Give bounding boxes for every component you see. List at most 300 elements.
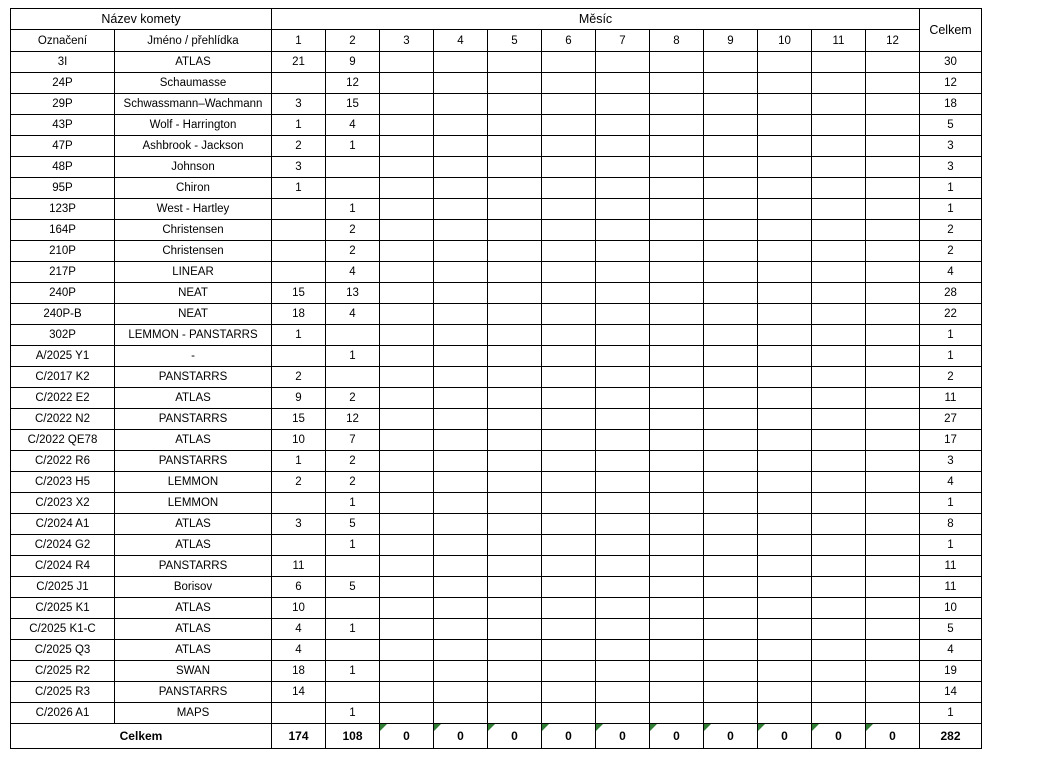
cell-name-survey: Schwassmann–Wachmann <box>115 94 272 115</box>
cell-month-5 <box>488 262 542 283</box>
cell-month-8 <box>650 178 704 199</box>
cell-designation: C/2025 K1 <box>11 598 115 619</box>
cell-row-total: 1 <box>920 199 982 220</box>
cell-month-8 <box>650 661 704 682</box>
cell-month-8 <box>650 472 704 493</box>
table-row <box>11 220 982 241</box>
cell-month-5 <box>488 157 542 178</box>
table-row <box>11 514 982 535</box>
cell-month-2 <box>326 640 380 661</box>
cell-row-total: 1 <box>920 493 982 514</box>
cell-month-11 <box>812 241 866 262</box>
cell-month-12 <box>866 262 920 283</box>
cell-month-9 <box>704 52 758 73</box>
cell-month-4 <box>434 430 488 451</box>
comet-observations-table <box>10 8 982 749</box>
cell-month-10 <box>758 52 812 73</box>
cell-month-3 <box>380 115 434 136</box>
cell-month-4 <box>434 682 488 703</box>
cell-month-7 <box>596 640 650 661</box>
cell-month-7 <box>596 304 650 325</box>
header-month-3: 3 <box>380 30 434 52</box>
table-row <box>11 661 982 682</box>
cell-month-9 <box>704 388 758 409</box>
cell-month-8 <box>650 367 704 388</box>
cell-month-6 <box>542 52 596 73</box>
cell-month-6 <box>542 367 596 388</box>
cell-month-5 <box>488 325 542 346</box>
cell-row-total: 1 <box>920 325 982 346</box>
cell-month-1: 4 <box>272 619 326 640</box>
cell-month-4 <box>434 241 488 262</box>
header-month-6: 6 <box>542 30 596 52</box>
cell-month-9 <box>704 325 758 346</box>
spreadsheet-sheet <box>0 8 1039 761</box>
cell-month-11 <box>812 430 866 451</box>
cell-month-1 <box>272 241 326 262</box>
cell-month-3 <box>380 73 434 94</box>
cell-month-3 <box>380 178 434 199</box>
cell-month-1 <box>272 346 326 367</box>
cell-month-10 <box>758 178 812 199</box>
cell-month-4 <box>434 136 488 157</box>
cell-month-2: 1 <box>326 661 380 682</box>
cell-month-12 <box>866 556 920 577</box>
cell-month-10 <box>758 94 812 115</box>
cell-month-11 <box>812 682 866 703</box>
cell-name-survey: ATLAS <box>115 535 272 556</box>
cell-month-8 <box>650 682 704 703</box>
cell-month-8 <box>650 598 704 619</box>
cell-designation: C/2026 A1 <box>11 703 115 724</box>
cell-row-total: 4 <box>920 472 982 493</box>
cell-month-4 <box>434 94 488 115</box>
cell-month-8 <box>650 556 704 577</box>
cell-month-2: 1 <box>326 346 380 367</box>
cell-designation: 24P <box>11 73 115 94</box>
cell-month-4 <box>434 640 488 661</box>
cell-row-total: 2 <box>920 220 982 241</box>
cell-month-11 <box>812 367 866 388</box>
cell-month-1: 6 <box>272 577 326 598</box>
cell-month-6 <box>542 388 596 409</box>
cell-month-1: 1 <box>272 451 326 472</box>
cell-month-5 <box>488 388 542 409</box>
cell-month-4 <box>434 346 488 367</box>
cell-month-6 <box>542 346 596 367</box>
cell-month-9 <box>704 73 758 94</box>
cell-name-survey: Chiron <box>115 178 272 199</box>
cell-month-4 <box>434 619 488 640</box>
cell-month-7 <box>596 262 650 283</box>
cell-name-survey: ATLAS <box>115 619 272 640</box>
cell-month-6 <box>542 220 596 241</box>
cell-month-5 <box>488 682 542 703</box>
header-month-11: 11 <box>812 30 866 52</box>
cell-designation: 3I <box>11 52 115 73</box>
cell-month-10 <box>758 493 812 514</box>
cell-month-6 <box>542 157 596 178</box>
cell-month-3 <box>380 388 434 409</box>
summary-grand-total: 282 <box>920 724 982 749</box>
cell-month-1: 10 <box>272 598 326 619</box>
cell-month-8 <box>650 409 704 430</box>
cell-month-11 <box>812 136 866 157</box>
cell-month-8 <box>650 136 704 157</box>
cell-month-11 <box>812 262 866 283</box>
cell-month-9 <box>704 598 758 619</box>
cell-month-4 <box>434 451 488 472</box>
header-month-7: 7 <box>596 30 650 52</box>
cell-designation: C/2025 R3 <box>11 682 115 703</box>
cell-month-4 <box>434 388 488 409</box>
cell-month-10 <box>758 136 812 157</box>
cell-name-survey: ATLAS <box>115 430 272 451</box>
cell-month-10 <box>758 577 812 598</box>
table-row <box>11 262 982 283</box>
cell-month-10 <box>758 472 812 493</box>
header-month-5: 5 <box>488 30 542 52</box>
cell-name-survey: LEMMON <box>115 472 272 493</box>
cell-month-10 <box>758 682 812 703</box>
cell-month-4 <box>434 73 488 94</box>
cell-month-6 <box>542 409 596 430</box>
cell-month-7 <box>596 241 650 262</box>
cell-month-9 <box>704 346 758 367</box>
cell-month-9 <box>704 703 758 724</box>
cell-month-9 <box>704 451 758 472</box>
cell-month-9 <box>704 220 758 241</box>
cell-month-5 <box>488 451 542 472</box>
cell-month-8 <box>650 115 704 136</box>
cell-month-12 <box>866 472 920 493</box>
cell-month-3 <box>380 304 434 325</box>
cell-month-7 <box>596 493 650 514</box>
table-row <box>11 577 982 598</box>
cell-month-5 <box>488 640 542 661</box>
cell-month-10 <box>758 451 812 472</box>
cell-month-6 <box>542 703 596 724</box>
cell-designation: C/2024 R4 <box>11 556 115 577</box>
cell-month-12 <box>866 94 920 115</box>
cell-month-8 <box>650 619 704 640</box>
cell-designation: C/2023 H5 <box>11 472 115 493</box>
summary-month-5: 0 <box>488 724 542 749</box>
cell-month-9 <box>704 514 758 535</box>
cell-name-survey: - <box>115 346 272 367</box>
cell-month-7 <box>596 598 650 619</box>
cell-month-7 <box>596 136 650 157</box>
table-row <box>11 640 982 661</box>
cell-month-3 <box>380 220 434 241</box>
cell-month-3 <box>380 367 434 388</box>
cell-name-survey: MAPS <box>115 703 272 724</box>
cell-month-7 <box>596 52 650 73</box>
table-row <box>11 73 982 94</box>
cell-month-9 <box>704 409 758 430</box>
cell-month-6 <box>542 304 596 325</box>
cell-month-3 <box>380 514 434 535</box>
cell-month-2: 2 <box>326 472 380 493</box>
table-row <box>11 178 982 199</box>
cell-month-11 <box>812 451 866 472</box>
cell-month-2: 4 <box>326 115 380 136</box>
summary-month-4: 0 <box>434 724 488 749</box>
cell-designation: 123P <box>11 199 115 220</box>
cell-month-1 <box>272 493 326 514</box>
cell-name-survey: PANSTARRS <box>115 682 272 703</box>
cell-month-8 <box>650 283 704 304</box>
cell-month-9 <box>704 304 758 325</box>
summary-month-8: 0 <box>650 724 704 749</box>
cell-month-2: 2 <box>326 220 380 241</box>
cell-month-5 <box>488 283 542 304</box>
cell-month-7 <box>596 157 650 178</box>
cell-name-survey: PANSTARRS <box>115 409 272 430</box>
cell-month-5 <box>488 94 542 115</box>
cell-name-survey: ATLAS <box>115 52 272 73</box>
cell-month-9 <box>704 199 758 220</box>
cell-month-12 <box>866 388 920 409</box>
cell-row-total: 1 <box>920 178 982 199</box>
cell-month-7 <box>596 556 650 577</box>
cell-month-12 <box>866 115 920 136</box>
cell-designation: 95P <box>11 178 115 199</box>
cell-name-survey: ATLAS <box>115 514 272 535</box>
table-row <box>11 346 982 367</box>
cell-month-6 <box>542 325 596 346</box>
cell-month-11 <box>812 52 866 73</box>
table-row <box>11 115 982 136</box>
cell-month-3 <box>380 430 434 451</box>
cell-month-4 <box>434 703 488 724</box>
cell-month-3 <box>380 619 434 640</box>
cell-row-total: 3 <box>920 451 982 472</box>
cell-month-4 <box>434 472 488 493</box>
cell-month-6 <box>542 619 596 640</box>
cell-month-11 <box>812 157 866 178</box>
cell-month-8 <box>650 241 704 262</box>
cell-month-10 <box>758 73 812 94</box>
cell-month-9 <box>704 472 758 493</box>
cell-designation: C/2022 QE78 <box>11 430 115 451</box>
cell-month-8 <box>650 430 704 451</box>
cell-month-5 <box>488 514 542 535</box>
cell-month-5 <box>488 430 542 451</box>
cell-row-total: 4 <box>920 640 982 661</box>
cell-month-8 <box>650 220 704 241</box>
cell-month-11 <box>812 703 866 724</box>
cell-month-9 <box>704 241 758 262</box>
cell-designation: C/2022 R6 <box>11 451 115 472</box>
cell-month-12 <box>866 514 920 535</box>
cell-month-6 <box>542 451 596 472</box>
cell-month-2: 5 <box>326 514 380 535</box>
table-row <box>11 304 982 325</box>
table-row <box>11 598 982 619</box>
summary-label: Celkem <box>11 724 272 749</box>
cell-name-survey: NEAT <box>115 283 272 304</box>
table-row <box>11 136 982 157</box>
cell-month-4 <box>434 262 488 283</box>
cell-month-8 <box>650 262 704 283</box>
cell-designation: C/2017 K2 <box>11 367 115 388</box>
cell-month-12 <box>866 640 920 661</box>
cell-month-10 <box>758 388 812 409</box>
cell-month-7 <box>596 115 650 136</box>
cell-month-7 <box>596 535 650 556</box>
cell-month-11 <box>812 304 866 325</box>
cell-name-survey: Ashbrook - Jackson <box>115 136 272 157</box>
cell-designation: C/2025 Q3 <box>11 640 115 661</box>
cell-month-11 <box>812 73 866 94</box>
cell-month-1: 2 <box>272 367 326 388</box>
cell-month-10 <box>758 115 812 136</box>
cell-month-3 <box>380 598 434 619</box>
cell-month-2: 13 <box>326 283 380 304</box>
cell-month-5 <box>488 346 542 367</box>
cell-month-10 <box>758 157 812 178</box>
cell-month-7 <box>596 682 650 703</box>
table-row <box>11 52 982 73</box>
cell-month-9 <box>704 262 758 283</box>
cell-month-3 <box>380 451 434 472</box>
cell-month-5 <box>488 115 542 136</box>
cell-month-12 <box>866 325 920 346</box>
cell-month-9 <box>704 367 758 388</box>
cell-month-6 <box>542 598 596 619</box>
summary-month-9: 0 <box>704 724 758 749</box>
cell-month-7 <box>596 430 650 451</box>
cell-month-2: 1 <box>326 703 380 724</box>
table-body <box>11 52 982 724</box>
cell-name-survey: PANSTARRS <box>115 556 272 577</box>
cell-month-3 <box>380 577 434 598</box>
header-month-8: 8 <box>650 30 704 52</box>
cell-row-total: 22 <box>920 304 982 325</box>
cell-month-1: 2 <box>272 472 326 493</box>
summary-month-7: 0 <box>596 724 650 749</box>
cell-month-5 <box>488 703 542 724</box>
cell-row-total: 8 <box>920 514 982 535</box>
cell-row-total: 2 <box>920 241 982 262</box>
cell-month-1: 15 <box>272 409 326 430</box>
cell-month-10 <box>758 535 812 556</box>
cell-month-10 <box>758 619 812 640</box>
cell-month-2 <box>326 556 380 577</box>
cell-month-6 <box>542 73 596 94</box>
header-total: Celkem <box>920 9 982 52</box>
cell-month-1: 1 <box>272 178 326 199</box>
cell-month-3 <box>380 346 434 367</box>
cell-month-12 <box>866 199 920 220</box>
cell-row-total: 27 <box>920 409 982 430</box>
cell-month-7 <box>596 94 650 115</box>
cell-month-2: 2 <box>326 451 380 472</box>
cell-month-12 <box>866 661 920 682</box>
cell-month-8 <box>650 493 704 514</box>
cell-month-11 <box>812 514 866 535</box>
cell-month-11 <box>812 346 866 367</box>
cell-month-9 <box>704 493 758 514</box>
cell-month-1 <box>272 703 326 724</box>
header-designation: Označení <box>11 30 115 52</box>
cell-month-3 <box>380 661 434 682</box>
cell-month-12 <box>866 220 920 241</box>
cell-month-10 <box>758 325 812 346</box>
cell-month-6 <box>542 472 596 493</box>
cell-name-survey: ATLAS <box>115 640 272 661</box>
cell-month-2 <box>326 325 380 346</box>
cell-month-7 <box>596 325 650 346</box>
cell-month-3 <box>380 493 434 514</box>
cell-name-survey: LEMMON <box>115 493 272 514</box>
cell-month-12 <box>866 304 920 325</box>
summary-month-2: 108 <box>326 724 380 749</box>
cell-month-7 <box>596 199 650 220</box>
cell-month-3 <box>380 262 434 283</box>
cell-month-6 <box>542 514 596 535</box>
cell-month-3 <box>380 199 434 220</box>
cell-name-survey: ATLAS <box>115 598 272 619</box>
header-name-survey: Jméno / přehlídka <box>115 30 272 52</box>
cell-month-12 <box>866 430 920 451</box>
cell-month-6 <box>542 262 596 283</box>
summary-month-12: 0 <box>866 724 920 749</box>
cell-month-6 <box>542 241 596 262</box>
cell-month-4 <box>434 283 488 304</box>
cell-row-total: 3 <box>920 136 982 157</box>
cell-row-total: 10 <box>920 598 982 619</box>
cell-row-total: 14 <box>920 682 982 703</box>
cell-designation: C/2022 N2 <box>11 409 115 430</box>
cell-month-2: 2 <box>326 388 380 409</box>
cell-name-survey: Christensen <box>115 241 272 262</box>
summary-month-11: 0 <box>812 724 866 749</box>
cell-month-5 <box>488 136 542 157</box>
cell-month-2 <box>326 598 380 619</box>
cell-month-6 <box>542 94 596 115</box>
cell-month-7 <box>596 514 650 535</box>
header-group-comet-name: Název komety <box>11 9 272 30</box>
header-group-month: Měsíc <box>272 9 920 30</box>
cell-month-5 <box>488 199 542 220</box>
cell-month-4 <box>434 52 488 73</box>
cell-month-5 <box>488 178 542 199</box>
cell-name-survey: ATLAS <box>115 388 272 409</box>
cell-month-8 <box>650 451 704 472</box>
cell-name-survey: LEMMON - PANSTARRS <box>115 325 272 346</box>
cell-row-total: 1 <box>920 703 982 724</box>
cell-month-7 <box>596 472 650 493</box>
cell-month-11 <box>812 598 866 619</box>
cell-month-2: 9 <box>326 52 380 73</box>
cell-month-9 <box>704 556 758 577</box>
cell-name-survey: LINEAR <box>115 262 272 283</box>
table-header-group-row <box>11 9 982 30</box>
cell-month-1: 21 <box>272 52 326 73</box>
table-header <box>11 9 982 52</box>
cell-month-3 <box>380 535 434 556</box>
cell-month-7 <box>596 577 650 598</box>
table-row <box>11 493 982 514</box>
cell-month-12 <box>866 598 920 619</box>
cell-month-6 <box>542 535 596 556</box>
cell-month-1: 3 <box>272 157 326 178</box>
table-row <box>11 241 982 262</box>
cell-month-2 <box>326 367 380 388</box>
cell-month-5 <box>488 493 542 514</box>
